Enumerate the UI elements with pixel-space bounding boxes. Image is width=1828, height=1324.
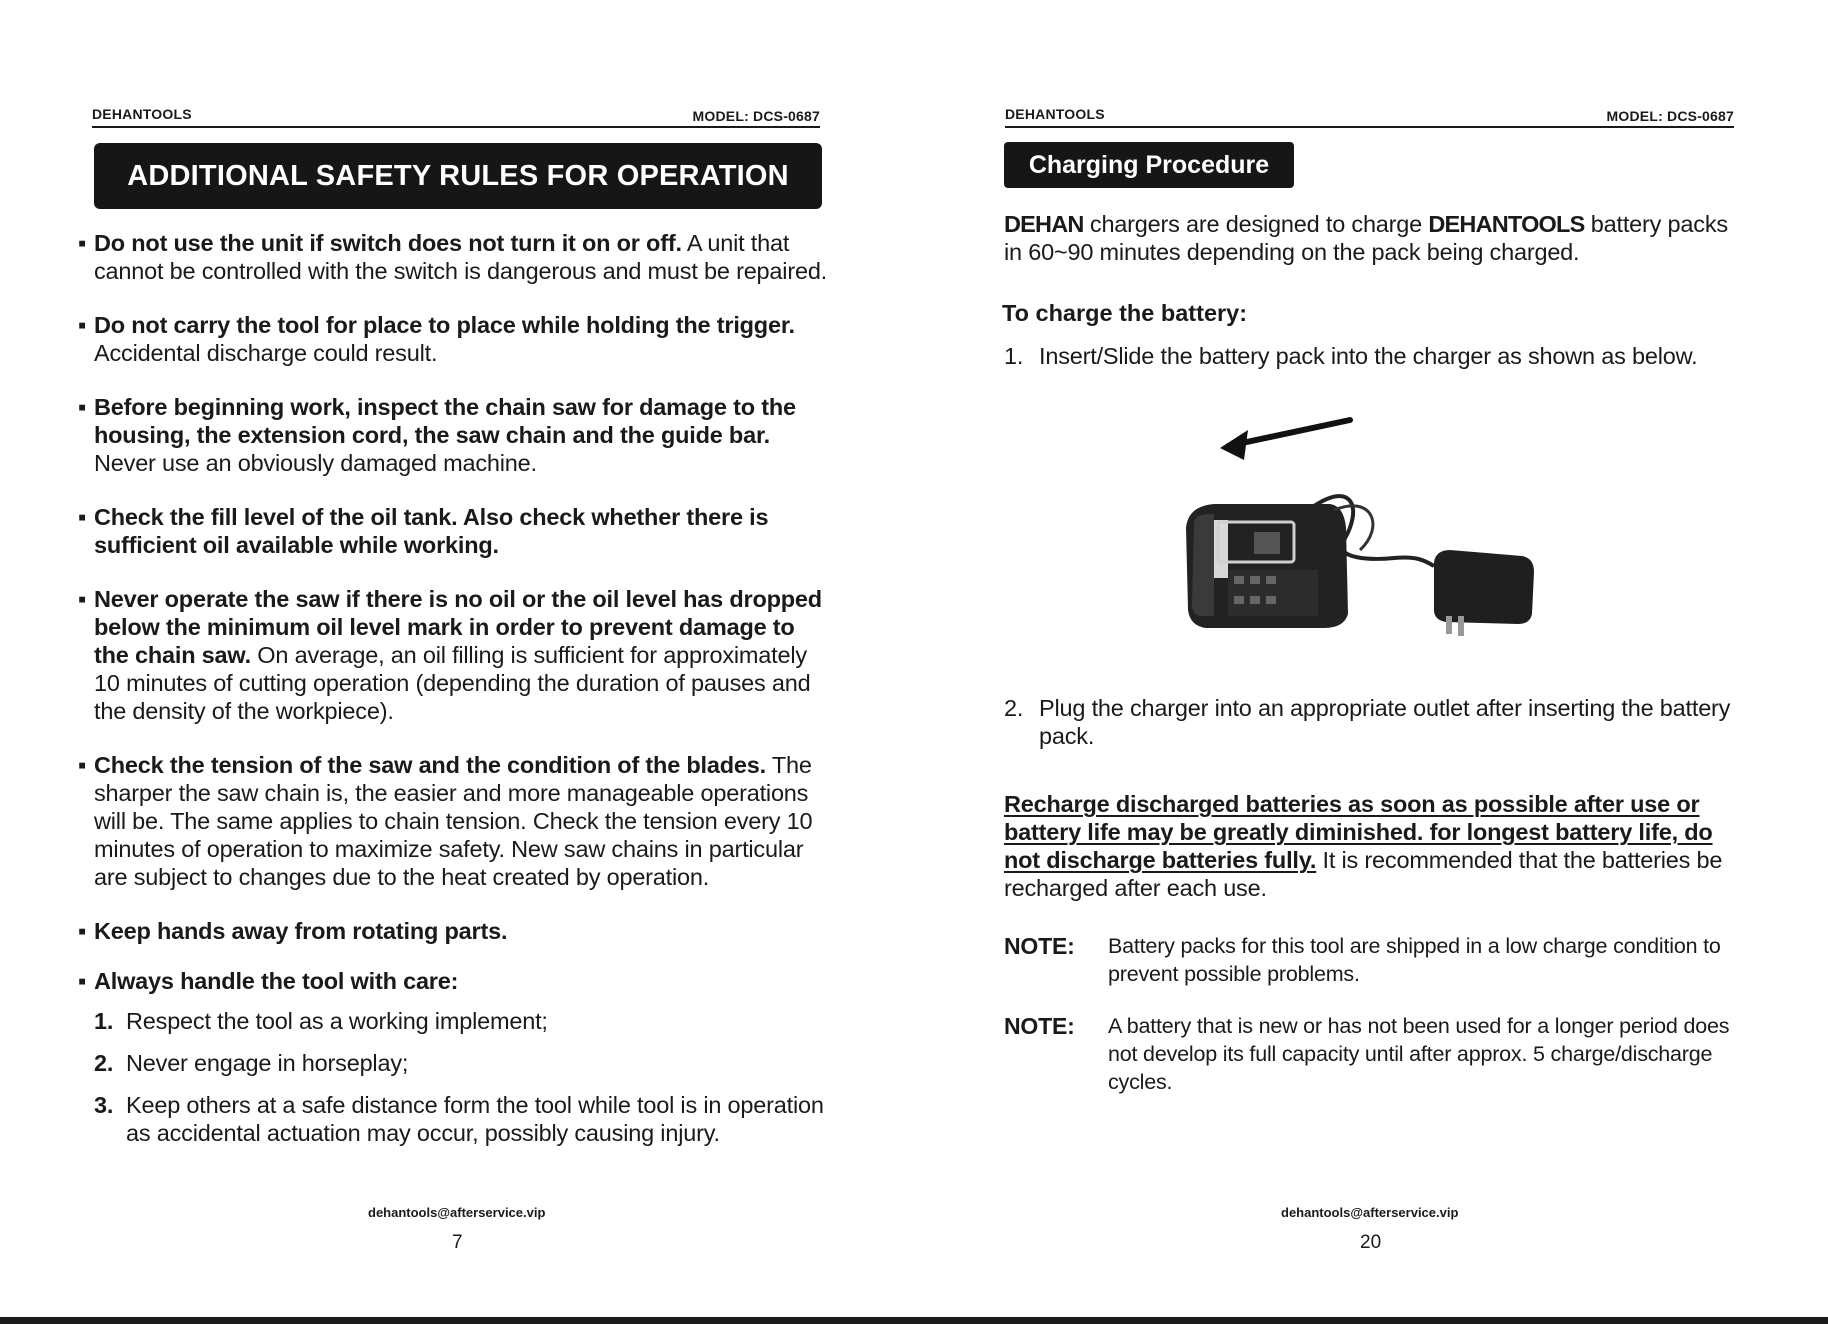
safety-rule (78, 585, 834, 725)
arrow-left-icon (1220, 420, 1350, 460)
step-text: Insert/Slide the battery pack into the charger as shown as below. (1039, 343, 1698, 369)
safety-rule (78, 967, 834, 1147)
rule-text: Accidental discharge could result. (94, 340, 438, 366)
rule-lead: Before beginning work, inspect the chain saw for damage to the housing, the extension cord, the saw chain and the guide bar. (94, 394, 796, 448)
subheading: To charge the battery: (1002, 300, 1248, 326)
safety-rule (78, 311, 834, 367)
section-title: ADDITIONAL SAFETY RULES FOR OPERATION (94, 143, 822, 209)
safety-rule (78, 917, 834, 945)
list-number: 3. (94, 1092, 114, 1118)
safety-rule (78, 229, 834, 285)
battery-charger-figure (1184, 410, 1544, 640)
note-label: NOTE: (1004, 933, 1075, 959)
running-header (1005, 104, 1734, 128)
list-number: 2. (94, 1050, 114, 1076)
bullet-icon: ▪ (78, 504, 87, 530)
bullet-icon: ▪ (78, 394, 87, 420)
rule-lead: Check the tension of the saw and the condition of the blades. (94, 752, 766, 778)
page-number: 7 (452, 1232, 463, 1253)
charger-adapter-icon (1434, 550, 1534, 636)
rule-lead: Do not carry the tool for place to place while holding the trigger. (94, 312, 795, 338)
list-number: 1. (94, 1008, 114, 1034)
step-number: 2. (1004, 695, 1024, 721)
rule-text: Never use an obviously damaged machine. (94, 450, 537, 476)
step-item (1004, 694, 1744, 750)
intro-paragraph (1004, 210, 1744, 266)
rule-lead: Keep hands away from rotating parts. (94, 918, 508, 944)
footer-email: dehantools@afterservice.vip (368, 1205, 546, 1220)
note (1004, 1012, 1752, 1096)
bullet-icon: ▪ (78, 230, 87, 256)
right-page (914, 0, 1828, 1310)
warning-text: It is recommended that the batteries be recharged after each use. (1004, 847, 1723, 901)
list-item (94, 1091, 834, 1147)
safety-rule (78, 751, 834, 891)
rule-lead: Always handle the tool with care: (94, 968, 459, 994)
bullet-icon: ▪ (78, 752, 87, 778)
care-sublist (94, 1007, 834, 1147)
safety-rule (78, 393, 834, 477)
warning-underlined: Recharge discharged batteries as soon as possible after use or battery life may be greatly diminished. for longest battery life, do not discharge batteries fully. (1004, 791, 1713, 873)
note-label: NOTE: (1004, 1013, 1075, 1039)
bullet-icon: ▪ (78, 968, 87, 994)
note-text: A battery that is new or has not been used for a longer period does not develop its full capacity until after approx. 5 charge/discharge cycles. (1108, 1014, 1730, 1094)
note (1004, 932, 1752, 988)
rule-lead: Do not use the unit if switch does not turn it on or off. (94, 230, 682, 256)
note-text: Battery packs for this tool are shipped in a low charge condition to prevent possible problems. (1108, 934, 1721, 986)
rule-lead: Check the fill level of the oil tank. Also check whether there is sufficient oil available while working. (94, 504, 769, 558)
footer-email: dehantools@afterservice.vip (1281, 1205, 1459, 1220)
list-item-text: Keep others at a safe distance form the tool while tool is in operation as accidental actuation may occur, possibly causing injury. (126, 1092, 824, 1146)
safety-rule (78, 503, 834, 559)
section-title: Charging Procedure (1004, 142, 1294, 188)
header-brand: DEHANTOOLS (92, 106, 192, 122)
rule-lead: Never operate the saw if there is no oil or the oil level has dropped below the minimum oil level mark in order to prevent damage to the chain saw. (94, 586, 822, 668)
list-item-text: Never engage in horseplay; (126, 1050, 409, 1076)
header-model: MODEL: DCS-0687 (1606, 108, 1734, 124)
bullet-icon: ▪ (78, 312, 87, 338)
running-header (92, 104, 820, 128)
brand-name: DEHANTOOLS (1428, 211, 1585, 237)
intro-text: chargers are designed to charge (1083, 211, 1429, 237)
safety-rules-list (78, 229, 834, 1161)
rule-text: On average, an oil filling is sufficient for approximately 10 minutes of cutting operation (depending the duration of pauses and the density of the workpiece). (94, 642, 811, 724)
list-item (94, 1049, 834, 1077)
scan-edge-divider (0, 1317, 1828, 1324)
header-model: MODEL: DCS-0687 (692, 108, 820, 124)
step-number: 1. (1004, 343, 1024, 369)
list-item (94, 1007, 834, 1035)
step-item (1004, 342, 1764, 370)
rule-text: A unit that cannot be controlled with the switch is dangerous and must be repaired. (94, 230, 828, 284)
list-item-text: Respect the tool as a working implement; (126, 1008, 548, 1034)
battery-warning (1004, 790, 1752, 902)
brand-name: DEHAN (1004, 211, 1084, 237)
bullet-icon: ▪ (78, 586, 87, 612)
intro-text: battery packs in 60~90 minutes depending on the pack being charged. (1004, 211, 1728, 265)
rule-text: The sharper the saw chain is, the easier and more manageable operations will be. The same applies to chain tension. Check the tension every 10 minutes of operation to maximize safety. New saw chains in particular are subject to changes due to the heat created by operation. (94, 752, 813, 890)
step-text: Plug the charger into an appropriate outlet after inserting the battery pack. (1039, 695, 1731, 749)
header-brand: DEHANTOOLS (1005, 106, 1105, 122)
page-number: 20 (1360, 1232, 1382, 1253)
left-page (0, 0, 914, 1310)
bullet-icon: ▪ (78, 918, 87, 944)
battery-pack-icon (1186, 504, 1348, 628)
